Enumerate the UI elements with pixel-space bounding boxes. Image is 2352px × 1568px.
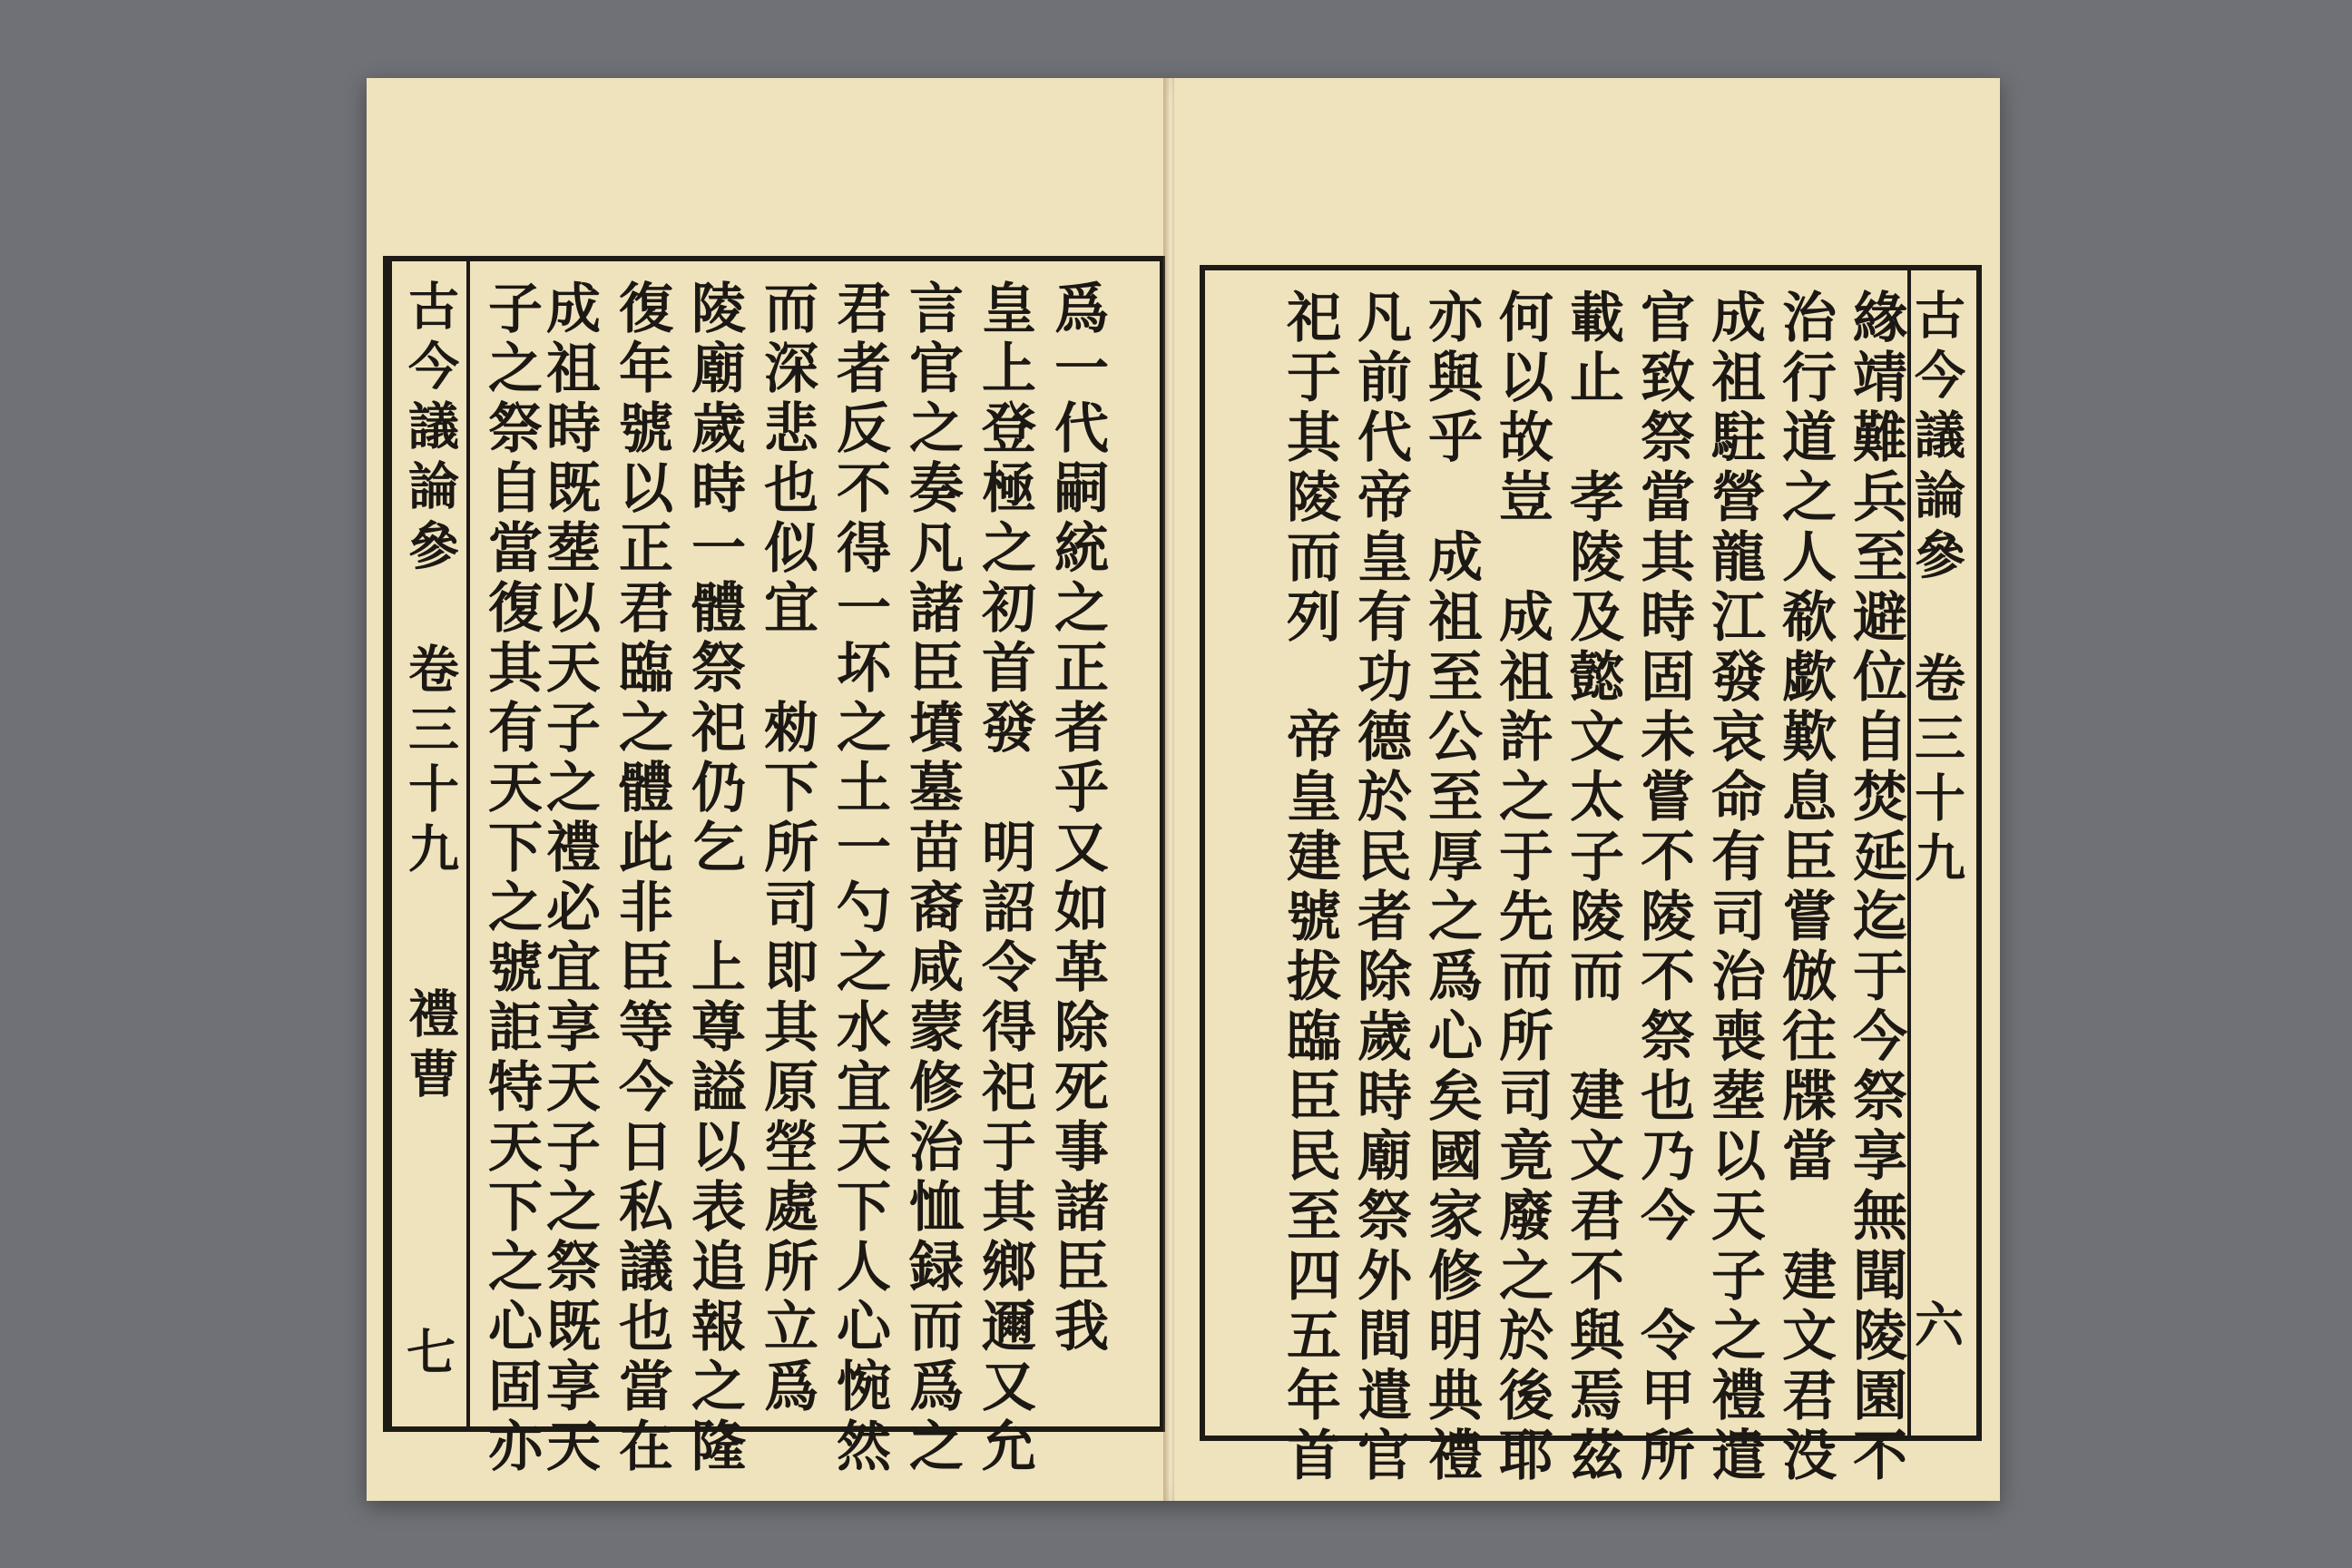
- column-rule: [388, 261, 392, 1426]
- right-page: [1174, 78, 2000, 1501]
- text-column: 言官之奏凡諸臣墳墓苗裔咸蒙修治恤録而爲之: [900, 279, 964, 1477]
- text-column: 何以故豈 成祖許之于先而所司竟廢之於後耶: [1490, 289, 1553, 1486]
- right-page-number: 六: [1915, 1296, 1964, 1354]
- right-spine-title: 古今議論參: [1906, 289, 1966, 588]
- text-column: 治行道之人欷歔歎息臣嘗倣往牒當 建文君没: [1773, 289, 1837, 1486]
- text-column: 陵廟歲時一體祭祀仍乞 上尊謚以表追報之隆: [682, 279, 746, 1477]
- text-column: 復年號以正君臨之體此非臣等今日私議也當在: [610, 279, 673, 1477]
- text-column: 凡前代帝皇有功德於民者除歲時廟祭外間遣官: [1348, 289, 1412, 1486]
- book-spread: [367, 78, 2000, 1501]
- left-print-block: [383, 256, 1165, 1477]
- left-page-number: 七: [407, 1323, 456, 1381]
- left-spine-volume: 卷三十九: [400, 642, 460, 882]
- text-column: 君者反不得一坏之土一勺之水宜天下人心惋然: [828, 279, 891, 1477]
- text-column: 緣靖難兵至避位自焚延迄于今祭享無聞陵園不: [1844, 289, 1907, 1486]
- column-rule: [466, 261, 470, 1426]
- text-column: 官致祭當其時固未嘗不陵不祭也乃今 令甲所: [1632, 289, 1695, 1486]
- left-spine-title: 古今議論參: [400, 279, 460, 579]
- text-column: 成祖時既塟以天子之禮必宜享天子之祭既享天: [537, 279, 601, 1477]
- left-spine-section: 禮曹: [400, 987, 460, 1107]
- text-column: 載止 孝陵及懿文太子陵而 建文君不與焉茲: [1561, 289, 1624, 1486]
- text-column: 爲一代嗣統之正者乎又如革除死事諸臣我: [1045, 279, 1109, 1357]
- right-spine-volume: 卷三十九: [1906, 652, 1966, 891]
- text-column: 成祖駐營龍江發哀命有司治喪塟以天子之禮遣: [1702, 289, 1766, 1486]
- text-column: 而深悲也似宜 勑下所司即其原塋處所立爲: [755, 279, 818, 1417]
- left-page: [367, 78, 1165, 1501]
- text-column: 皇上登極之初首發 明詔令得祀于其鄉邇又允: [973, 279, 1036, 1477]
- text-column: 祀于其陵而列 帝皇建號拔臨臣民至四五年首: [1278, 289, 1341, 1486]
- text-column: 子之祭自當復其有天下之號詎特天下之心固亦: [479, 279, 543, 1477]
- text-column: 亦與乎 成祖至公至厚之爲心矣國家修明典禮: [1419, 289, 1483, 1486]
- right-print-block: [1200, 265, 1982, 1486]
